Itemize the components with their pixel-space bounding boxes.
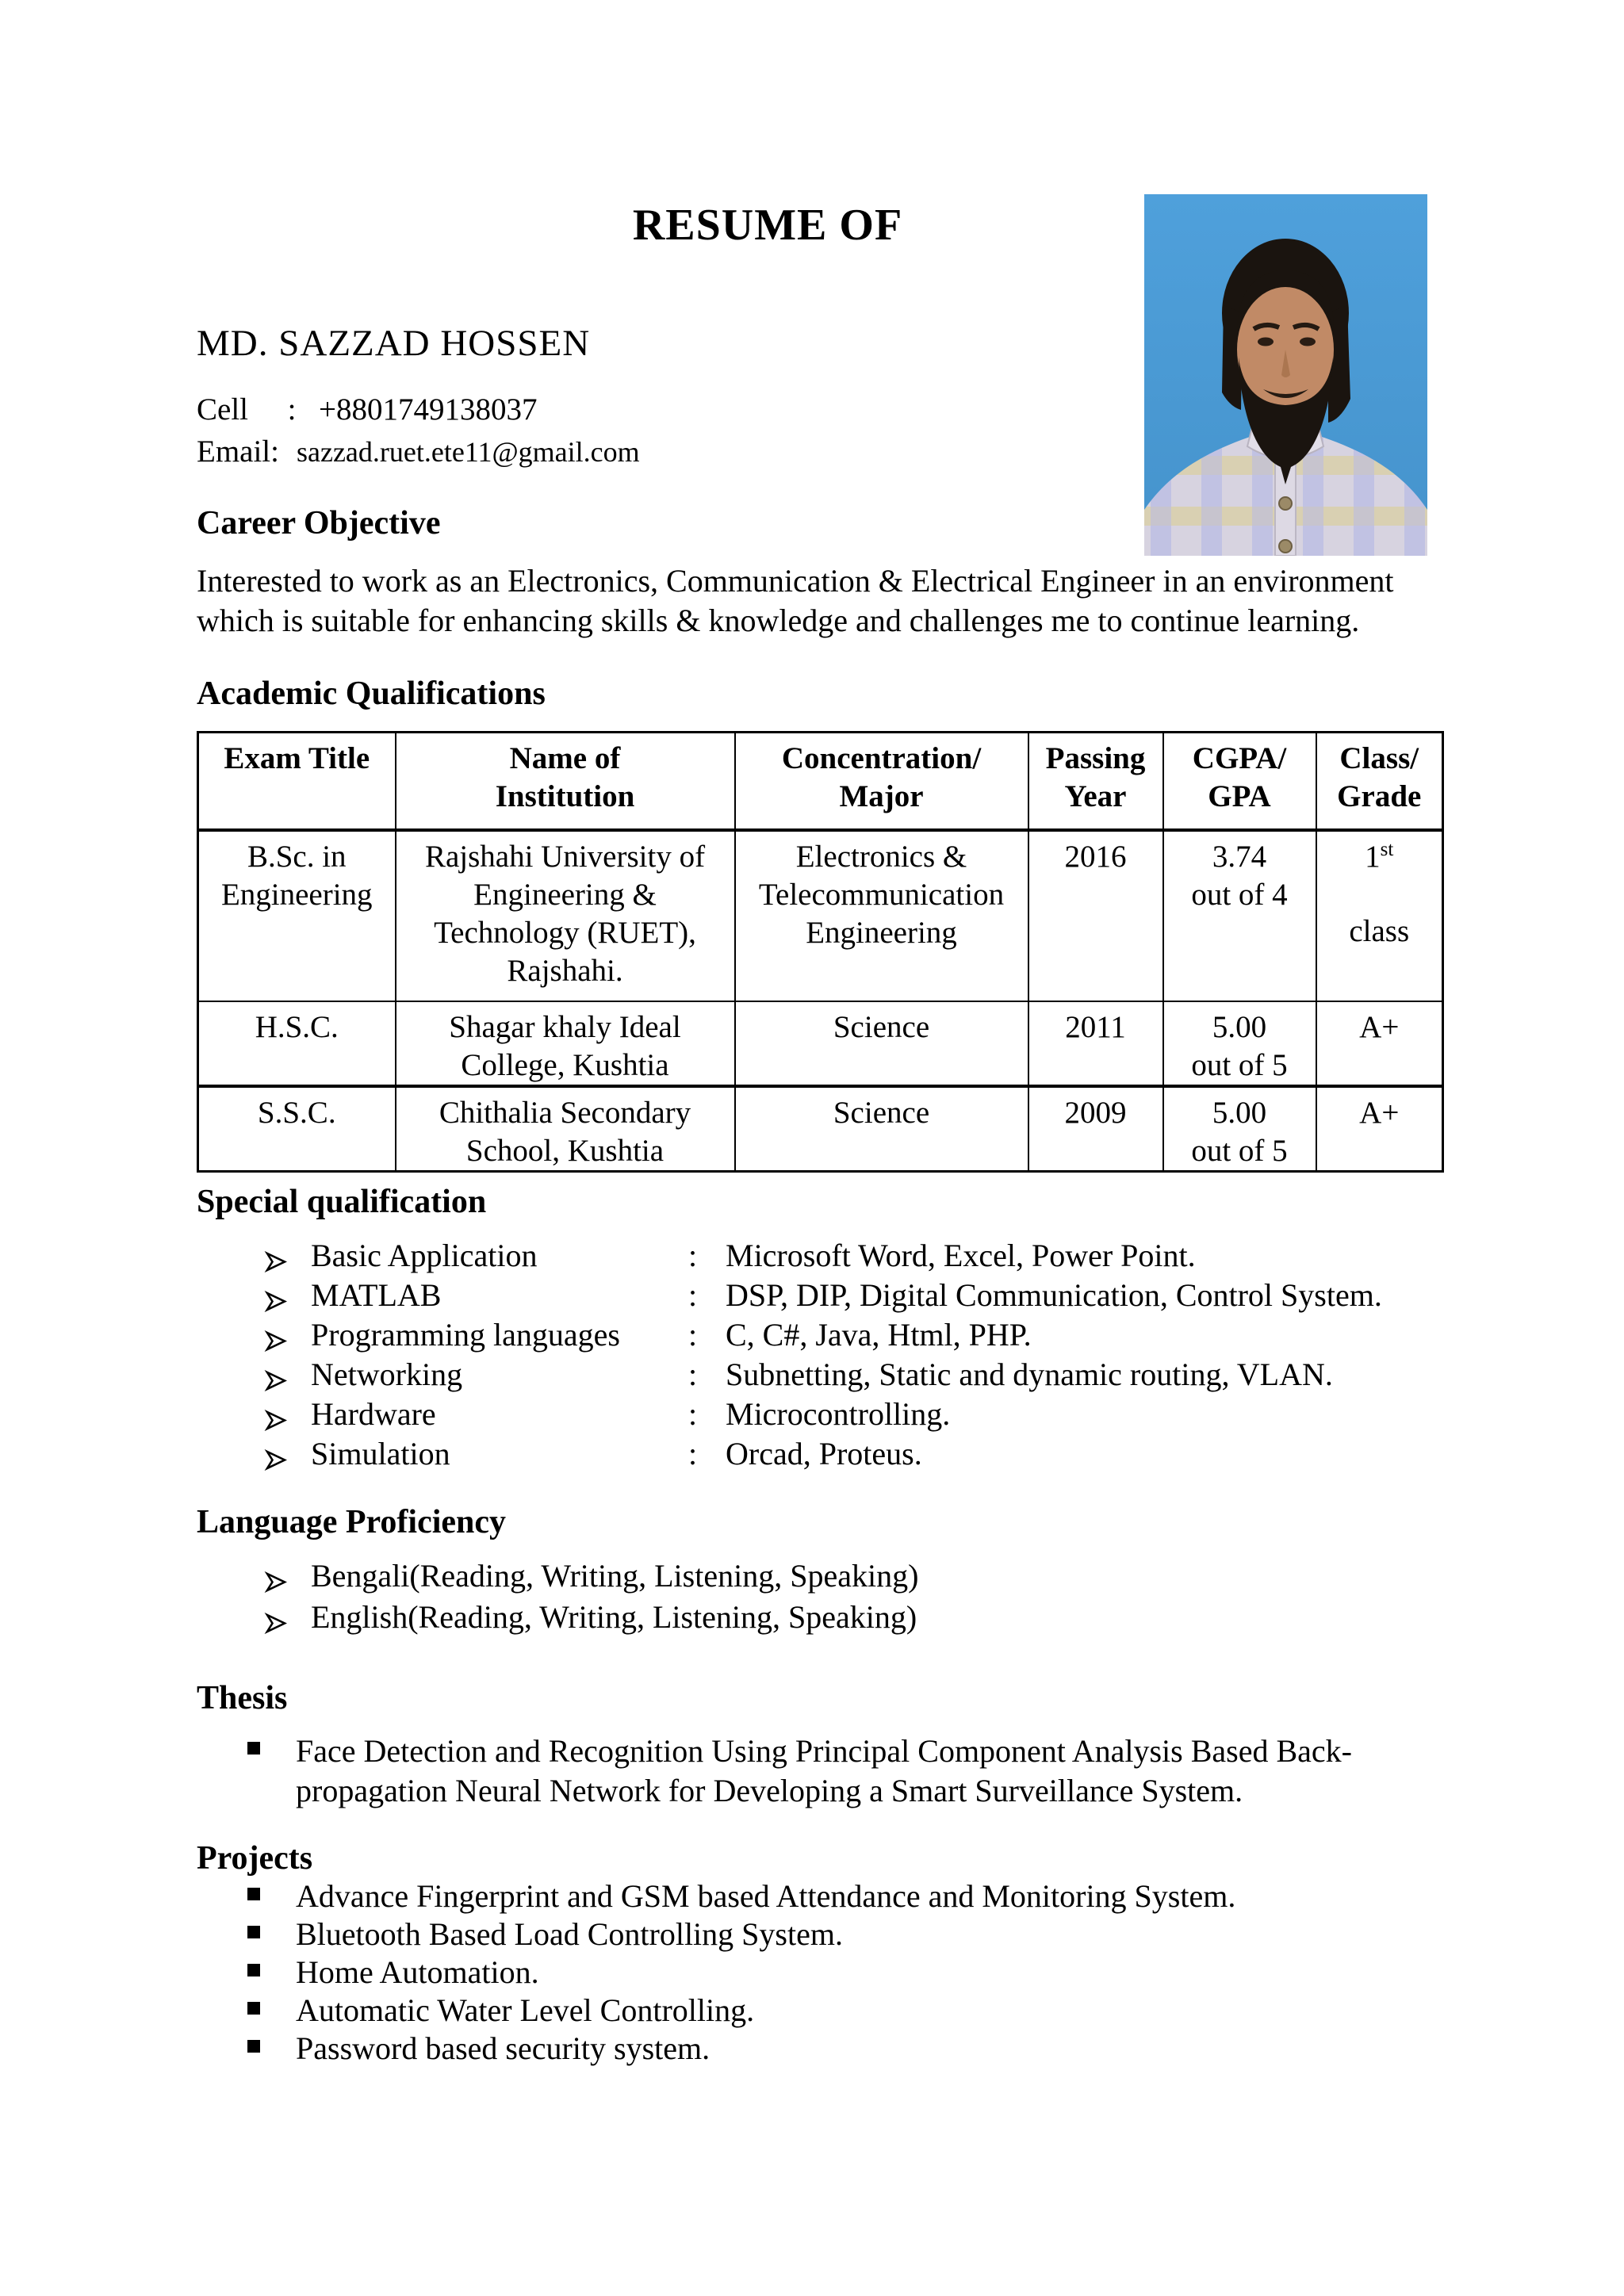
person-name: MD. SAZZAD HOSSEN xyxy=(197,323,591,364)
project-item xyxy=(197,1915,1235,1954)
project-item xyxy=(197,1954,1235,1992)
cell-institution: Chithalia Secondary School, Kushtia xyxy=(396,1086,735,1172)
header-line: Exam Title xyxy=(224,741,370,775)
col-cgpa xyxy=(1163,733,1316,831)
square-bullet-icon xyxy=(247,2030,296,2053)
email-label: Email: xyxy=(197,434,279,469)
career-objective-line: which is suitable for enhancing skills & knowledge and challenges me to continue learning. xyxy=(197,603,1360,638)
arrow-bullet-icon xyxy=(264,1395,311,1439)
projects-list xyxy=(197,1877,1235,2068)
grade-main: 1 xyxy=(1365,840,1381,874)
table-row xyxy=(198,1001,1443,1086)
email-row xyxy=(197,434,640,469)
eye xyxy=(1258,338,1274,346)
col-institution xyxy=(396,733,735,831)
cell-cgpa xyxy=(1163,830,1316,1001)
skill-label: Programming languages xyxy=(311,1317,620,1353)
skill-colon: : xyxy=(688,1436,698,1471)
cell-year: 2009 xyxy=(1028,1086,1163,1172)
cell-institution: Rajshahi University of Engineering & Technology (RUET), Rajshahi. xyxy=(396,830,735,1001)
col-class-grade xyxy=(1316,733,1443,831)
thesis-line: propagation Neural Network for Developing a Smart Surveillance System. xyxy=(296,1773,1243,1808)
grade-line: class xyxy=(1349,914,1410,948)
skill-colon: : xyxy=(688,1357,698,1392)
career-objective-heading: Career Objective xyxy=(197,505,441,541)
header-line: Grade xyxy=(1337,779,1422,813)
skill-item xyxy=(197,1276,1382,1316)
header-line: Passing xyxy=(1045,741,1146,775)
skill-value: Subnetting, Static and dynamic routing, VLAN. xyxy=(726,1357,1333,1392)
skill-label: MATLAB xyxy=(311,1277,442,1313)
skill-colon: : xyxy=(688,1317,698,1353)
cgpa-line: out of 4 xyxy=(1191,878,1288,912)
cell-colon: : xyxy=(287,392,297,427)
skill-label: Basic Application xyxy=(311,1238,538,1273)
cell-grade: A+ xyxy=(1316,1086,1443,1172)
header-line: GPA xyxy=(1208,779,1271,813)
arrow-bullet-icon xyxy=(264,1557,311,1601)
portrait-photo xyxy=(1144,194,1427,556)
language-item xyxy=(197,1598,918,1640)
cgpa-line: 5.00 xyxy=(1212,1096,1267,1130)
project-text: Advance Fingerprint and GSM based Attendance and Monitoring System. xyxy=(296,1878,1236,1914)
portrait-photo-graphic xyxy=(1144,194,1427,556)
thesis-heading: Thesis xyxy=(197,1680,288,1716)
special-qualification-list xyxy=(197,1237,1382,1475)
project-item xyxy=(197,2030,1235,2068)
cell-label: Cell xyxy=(197,392,248,427)
skill-label: Networking xyxy=(311,1357,463,1392)
header-line: Year xyxy=(1064,779,1127,813)
language-text: Bengali(Reading, Writing, Listening, Speaking) xyxy=(311,1558,919,1594)
grade-superscript: st xyxy=(1380,839,1394,860)
thesis-line: Face Detection and Recognition Using Principal Component Analysis Based Back- xyxy=(296,1733,1352,1769)
table-row xyxy=(198,1086,1443,1172)
cell-grade xyxy=(1316,830,1443,1001)
cell-year: 2011 xyxy=(1028,1001,1163,1086)
language-item xyxy=(197,1557,918,1598)
cgpa-line: out of 5 xyxy=(1191,1134,1288,1168)
arrow-bullet-icon xyxy=(264,1237,311,1280)
cell-grade: A+ xyxy=(1316,1001,1443,1086)
career-objective-text xyxy=(197,561,1538,641)
special-qualification-heading: Special qualification xyxy=(197,1184,487,1220)
language-text: English(Reading, Writing, Listening, Speaking) xyxy=(311,1599,917,1635)
cell-concentration: Electronics & Telecommunication Engineering xyxy=(735,830,1028,1001)
language-list xyxy=(197,1557,918,1640)
cgpa-line: 5.00 xyxy=(1212,1010,1267,1044)
arrow-bullet-icon xyxy=(264,1435,311,1479)
skill-item xyxy=(197,1395,1382,1435)
shirt-button xyxy=(1279,540,1292,553)
table-header-row xyxy=(198,733,1443,831)
language-proficiency-heading: Language Proficiency xyxy=(197,1504,507,1540)
qualifications-table xyxy=(197,731,1444,1173)
grade-line xyxy=(1322,838,1438,876)
header-line: Major xyxy=(839,779,924,813)
square-bullet-icon xyxy=(247,1954,296,1976)
col-concentration xyxy=(735,733,1028,831)
cell-concentration: Science xyxy=(735,1001,1028,1086)
cell-row xyxy=(197,392,538,427)
cgpa-line: 3.74 xyxy=(1212,840,1267,874)
cell-year: 2016 xyxy=(1028,830,1163,1001)
header-line: CGPA/ xyxy=(1192,741,1287,775)
header-line: Concentration/ xyxy=(781,741,982,775)
skill-item xyxy=(197,1435,1382,1475)
arrow-bullet-icon xyxy=(264,1356,311,1399)
cell-exam: S.S.C. xyxy=(198,1086,396,1172)
cell-cgpa xyxy=(1163,1001,1316,1086)
project-text: Bluetooth Based Load Controlling System. xyxy=(296,1916,843,1952)
thesis-item xyxy=(197,1732,1545,1811)
skill-colon: : xyxy=(688,1277,698,1313)
cell-institution: Shagar khaly Ideal College, Kushtia xyxy=(396,1001,735,1086)
skill-colon: : xyxy=(688,1238,698,1273)
square-bullet-icon xyxy=(247,1877,296,1900)
cgpa-line: out of 5 xyxy=(1191,1048,1288,1082)
skill-label: Simulation xyxy=(311,1436,450,1471)
page-title: RESUME OF xyxy=(632,201,903,250)
table-row xyxy=(198,830,1443,1001)
skill-value: DSP, DIP, Digital Communication, Control System. xyxy=(726,1277,1382,1313)
cell-exam: H.S.C. xyxy=(198,1001,396,1086)
thesis-text xyxy=(296,1732,1352,1811)
skill-value: Microsoft Word, Excel, Power Point. xyxy=(726,1238,1196,1273)
shirt-button xyxy=(1279,497,1292,510)
skill-value: Microcontrolling. xyxy=(726,1396,951,1432)
header-line: Class/ xyxy=(1339,741,1419,775)
arrow-bullet-icon xyxy=(264,1316,311,1360)
project-item xyxy=(197,1877,1235,1915)
cell-cgpa xyxy=(1163,1086,1316,1172)
academic-qualifications-heading: Academic Qualifications xyxy=(197,675,546,712)
projects-heading: Projects xyxy=(197,1840,313,1877)
col-exam-title xyxy=(198,733,396,831)
header-line: Name of xyxy=(509,741,621,775)
skill-item xyxy=(197,1237,1382,1276)
skill-item xyxy=(197,1356,1382,1395)
cell-value: +8801749138037 xyxy=(319,392,538,427)
header-line: Institution xyxy=(495,779,635,813)
email-value: sazzad.ruet.ete11@gmail.com xyxy=(296,436,640,468)
col-passing-year xyxy=(1028,733,1163,831)
skill-colon: : xyxy=(688,1396,698,1432)
project-text: Home Automation. xyxy=(296,1954,539,1990)
arrow-bullet-icon xyxy=(264,1598,311,1642)
project-text: Password based security system. xyxy=(296,2030,710,2066)
arrow-bullet-icon xyxy=(264,1276,311,1320)
square-bullet-icon xyxy=(247,1915,296,1938)
cell-concentration: Science xyxy=(735,1086,1028,1172)
project-item xyxy=(197,1992,1235,2030)
skill-item xyxy=(197,1316,1382,1356)
career-objective-line: Interested to work as an Electronics, Communication & Electrical Engineer in an environment xyxy=(197,563,1394,599)
square-bullet-icon xyxy=(247,1732,296,1755)
cell-exam: B.Sc. in Engineering xyxy=(198,830,396,1001)
project-text: Automatic Water Level Controlling. xyxy=(296,1992,755,2028)
skill-label: Hardware xyxy=(311,1396,436,1432)
skill-value: Orcad, Proteus. xyxy=(726,1436,922,1471)
square-bullet-icon xyxy=(247,1992,296,2015)
skill-value: C, C#, Java, Html, PHP. xyxy=(726,1317,1032,1353)
eye xyxy=(1300,338,1316,346)
